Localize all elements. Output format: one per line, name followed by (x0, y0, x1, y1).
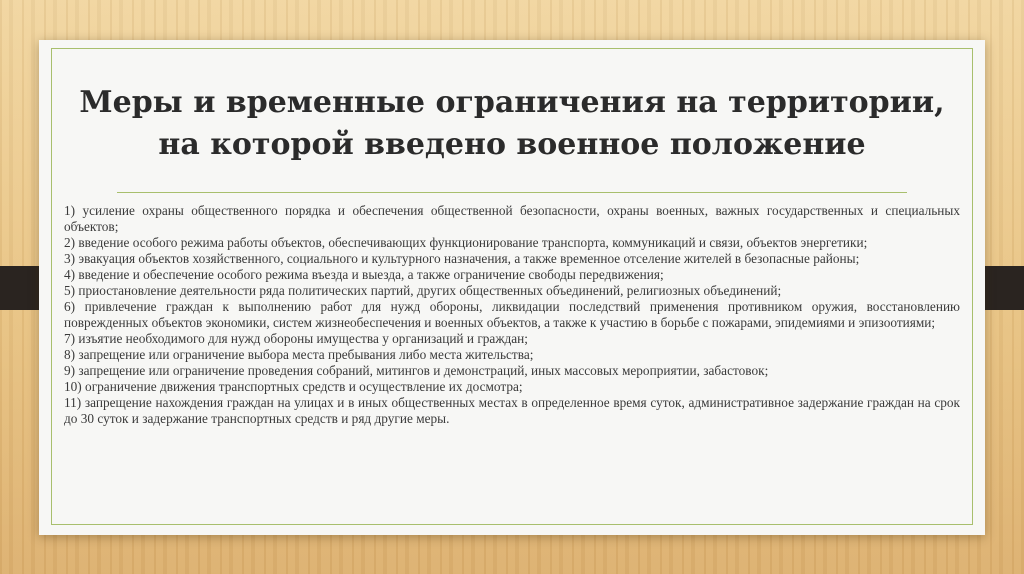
list-item: 8) запрещение или ограничение выбора места пребывания либо места жительства; (64, 347, 534, 362)
list-item: 1) усиление охраны общественного порядка и обеспечения общественной безопасности, охраны военных, важных государственных и специальных объектов; (64, 203, 960, 234)
slide-card (39, 40, 985, 535)
list-item: 6) привлечение граждан к выполнению работ для нужд обороны, ликвидации последствий применения противником оружия, восстановлению поврежденных объектов экономики, систем жизнеобеспечения и военных объектов, а также к участию в борьбе с пожарами, эпидемиями и эпизоотиями; (64, 299, 960, 330)
list-item: 7) изъятие необходимого для нужд обороны имущества у организаций и граждан; (64, 331, 528, 346)
list-item: 5) приостановление деятельности ряда политических партий, других общественных объединений, религиозных объединений; (64, 283, 782, 298)
list-item: 11) запрещение нахождения граждан на улицах и в иных общественных местах в определенное время суток, административное задержание граждан на срок до 30 суток и задержание транспортных средств и ряд другие меры. (64, 395, 960, 426)
slide-title: Меры и временные ограничения на территории, на которой введено военное положение (79, 85, 945, 162)
list-item: 2) введение особого режима работы объектов, обеспечивающих функционирование транспорта, коммуникаций и связи, объектов энергетики; (64, 235, 868, 250)
list-item: 4) введение и обеспечение особого режима въезда и выезда, а также ограничение свободы передвижения; (64, 267, 664, 282)
list-item: 9) запрещение или ограничение проведения собраний, митингов и демонстраций, иных массовых мероприятии, забастовок; (64, 363, 769, 378)
title-divider (117, 192, 907, 193)
measures-list (64, 203, 960, 427)
list-item: 10) ограничение движения транспортных средств и осуществление их досмотра; (64, 379, 523, 394)
list-item: 3) эвакуация объектов хозяйственного, социального и культурного назначения, а также временное отселение жителей в безопасные районы; (64, 251, 860, 266)
